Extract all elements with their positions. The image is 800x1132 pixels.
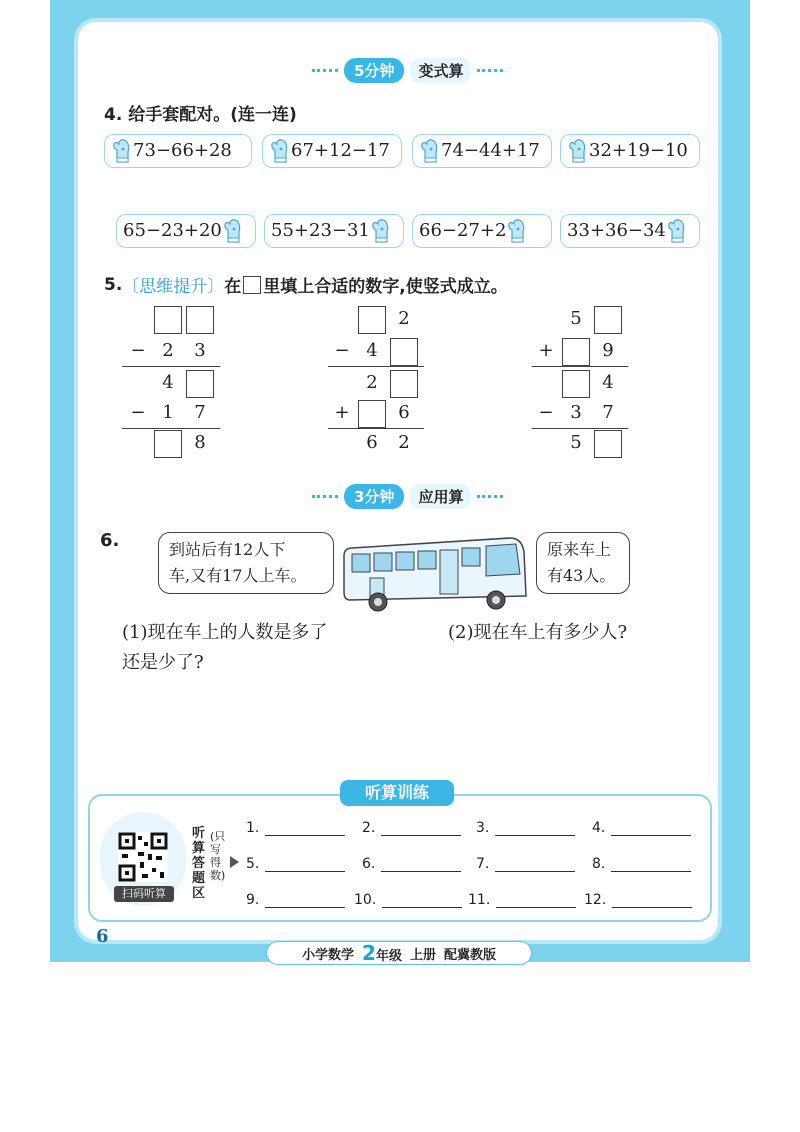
footer-term: 上册 [409, 947, 436, 963]
answer-slot[interactable] [476, 856, 575, 872]
thinking-tag: 〔思维提升〕 [122, 277, 225, 297]
footer-edition: 配冀教版 [443, 947, 496, 963]
instruction-text: 在 [224, 277, 242, 297]
digit: 2 [398, 308, 410, 329]
mitten-icon [222, 218, 244, 244]
answer-note: (只写得数) [210, 830, 226, 882]
calc-line [532, 366, 628, 367]
speech-bubble-right [536, 532, 630, 594]
mitten-top-4[interactable] [560, 134, 700, 168]
answer-box[interactable] [186, 306, 214, 334]
mitten-bottom-2[interactable] [264, 214, 404, 248]
digit: 3 [194, 340, 206, 361]
answer-number: 8. [592, 856, 606, 872]
sub-question-line: 还是少了? [122, 652, 204, 673]
mitten-icon [506, 218, 528, 244]
section-header-application [312, 484, 503, 509]
answer-number: 5. [246, 856, 260, 872]
answer-number: 3. [476, 820, 490, 836]
digit: 8 [194, 432, 206, 453]
answer-number: 2. [362, 820, 376, 836]
digit: 9 [602, 340, 614, 361]
calc-line [122, 366, 220, 367]
mitten-bottom-3[interactable] [412, 214, 552, 248]
expression: 33+36−34 [567, 220, 666, 241]
footer-grade: 年级 [375, 949, 402, 964]
digit: 6 [398, 402, 410, 423]
answer-slot[interactable] [592, 820, 691, 836]
section-header-variant [312, 58, 503, 83]
mitten-icon [666, 218, 688, 244]
section-title: 应用算 [410, 484, 471, 509]
operator: − [538, 402, 554, 423]
answer-box[interactable] [594, 306, 622, 334]
bubble-line: 原来车上 [547, 540, 612, 559]
mitten-top-3[interactable] [412, 134, 552, 168]
vertical-calc-3 [532, 302, 632, 462]
answer-box[interactable] [594, 430, 622, 458]
speech-bubble-left [158, 532, 334, 594]
answer-number: 6. [362, 856, 376, 872]
answer-number: 11. [468, 892, 491, 908]
answer-slot[interactable] [592, 856, 691, 872]
answer-number: 4. [592, 820, 606, 836]
mitten-icon [269, 138, 291, 164]
digit: 4 [602, 372, 614, 393]
answer-number: 7. [476, 856, 490, 872]
answer-number: 10. [354, 892, 377, 908]
arrow-right-icon [230, 856, 239, 868]
section-title: 变式算 [410, 58, 471, 83]
bubble-line: 有43人。 [547, 566, 616, 585]
expression: 74−44+17 [441, 140, 540, 161]
vertical-calc-1 [122, 302, 222, 462]
mitten-bottom-1[interactable] [116, 214, 256, 248]
mitten-top-1[interactable] [104, 134, 252, 168]
question-number: 5. [104, 274, 123, 295]
operator: + [334, 402, 350, 423]
digit: 3 [570, 402, 582, 423]
dash-decoration [477, 495, 503, 498]
listening-title: 听算训练 [340, 780, 454, 806]
digit: 5 [570, 308, 582, 329]
scan-label: 扫码听算 [114, 886, 174, 902]
box-symbol [243, 276, 261, 294]
answer-slot[interactable] [246, 892, 345, 908]
operator: − [130, 340, 146, 361]
dash-decoration [312, 495, 338, 498]
expression: 73−66+28 [133, 140, 232, 161]
qr-code-icon[interactable] [118, 832, 168, 882]
operator: − [130, 402, 146, 423]
answer-slot[interactable] [476, 820, 575, 836]
footer-subject: 小学数学 [302, 947, 355, 963]
expression: 67+12−17 [291, 140, 390, 161]
digit: 7 [194, 402, 206, 423]
digit: 2 [398, 432, 410, 453]
mitten-icon [567, 138, 589, 164]
footer-grade-number: 2 [362, 941, 376, 965]
answer-slot[interactable] [246, 856, 345, 872]
answer-slot[interactable] [584, 892, 692, 908]
answer-slot[interactable] [362, 856, 461, 872]
digit: 2 [162, 340, 174, 361]
answer-number: 9. [246, 892, 260, 908]
operator: + [538, 340, 554, 361]
answer-slot[interactable] [354, 892, 462, 908]
bubble-line: 车,又有17人上车。 [169, 566, 307, 585]
expression: 65−23+20 [123, 220, 222, 241]
calc-line [328, 366, 424, 367]
answer-box[interactable] [358, 400, 386, 428]
answer-number: 1. [246, 820, 260, 836]
section-minutes: 5分钟 [344, 58, 404, 83]
sub-question-line: (1)现在车上的人数是多了 [122, 622, 328, 643]
question-6-number: 6. [100, 530, 120, 551]
digit: 7 [602, 402, 614, 423]
answer-area-label: 听算答题区 [192, 826, 206, 901]
answer-slot[interactable] [246, 820, 345, 836]
mitten-icon [419, 138, 441, 164]
mitten-top-2[interactable] [262, 134, 402, 168]
vertical-calc-2 [328, 302, 428, 462]
bus-icon [330, 526, 530, 616]
digit: 2 [366, 372, 378, 393]
sub-question-2: (2)现在车上有多少人? [448, 622, 628, 643]
answer-box[interactable] [186, 370, 214, 398]
expression: 55+23−31 [271, 220, 370, 241]
answer-box[interactable] [390, 338, 418, 366]
mitten-icon [370, 218, 392, 244]
answer-box[interactable] [562, 338, 590, 366]
section-minutes: 3分钟 [344, 484, 404, 509]
mitten-icon [111, 138, 133, 164]
digit: 5 [570, 432, 582, 453]
sub-question-1 [122, 618, 328, 678]
answer-slot[interactable] [362, 820, 461, 836]
question-5-title [104, 272, 508, 297]
digit: 1 [162, 402, 174, 423]
digit: 4 [162, 372, 174, 393]
bubble-line: 到站后有12人下 [169, 540, 286, 559]
mitten-bottom-4[interactable] [560, 214, 700, 248]
answer-box[interactable] [154, 306, 182, 334]
answer-box[interactable] [390, 370, 418, 398]
page-number: 6 [96, 926, 109, 947]
operator: − [334, 340, 350, 361]
expression: 66−27+2 [419, 220, 507, 241]
question-4-title: 4. 给手套配对。(连一连) [104, 105, 297, 125]
expression: 32+19−10 [589, 140, 688, 161]
dash-decoration [312, 69, 338, 72]
answer-slot[interactable] [468, 892, 576, 908]
digit: 6 [366, 432, 378, 453]
digit: 4 [366, 340, 378, 361]
instruction-text: 里填上合适的数字,使竖式成立。 [263, 277, 508, 297]
dash-decoration [477, 69, 503, 72]
book-footer [266, 941, 532, 965]
answer-number: 12. [584, 892, 607, 908]
